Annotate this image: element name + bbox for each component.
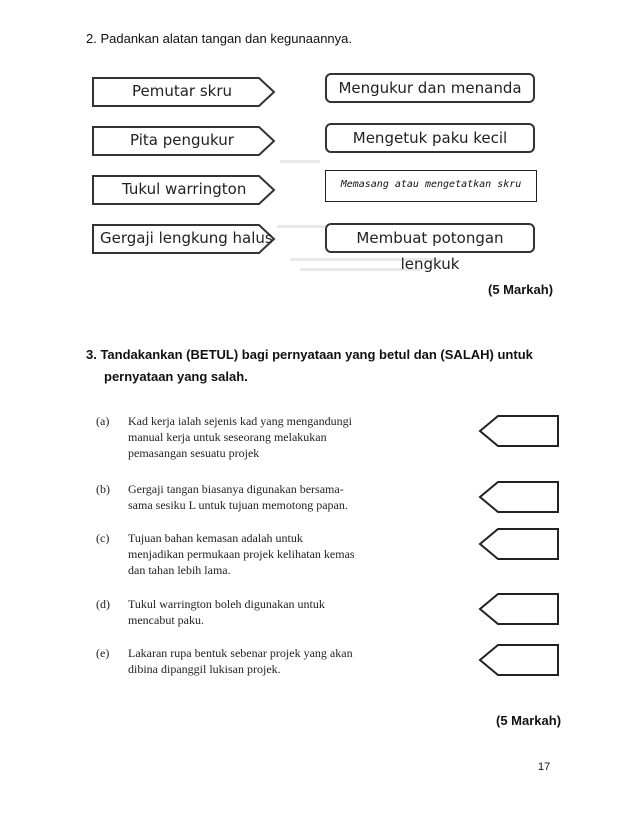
- q2-title: 2. Padankan alatan tangan dan kegunaannya.: [86, 31, 353, 46]
- statement-c: [128, 530, 373, 578]
- answer-tag-a[interactable]: [478, 415, 560, 447]
- statement-line: Kad kerja ialah sejenis kad yang mengandungi: [128, 414, 352, 428]
- answer-tag-e[interactable]: [478, 644, 560, 676]
- scan-noise: [280, 160, 320, 163]
- tool-item-2[interactable]: [92, 126, 277, 154]
- statement-line: menjadikan permukaan projek kelihatan kemas: [128, 547, 355, 561]
- statement-line: Tujuan bahan kemasan adalah untuk: [128, 531, 303, 545]
- answer-tag-d[interactable]: [478, 593, 560, 625]
- scan-noise: [270, 225, 325, 228]
- statement-line: Gergaji tangan biasanya digunakan bersama-: [128, 482, 344, 496]
- page-number: 17: [538, 761, 551, 773]
- statement-d: [128, 596, 373, 628]
- q2-marks: (5 Markah): [488, 282, 554, 297]
- statement-letter: (d): [96, 597, 110, 611]
- statement-line: Tukul warrington boleh digunakan untuk: [128, 597, 325, 611]
- statement-line: dibina dipanggil lukisan projek.: [128, 662, 281, 676]
- tool-item-1[interactable]: [92, 77, 277, 105]
- statement-line: Lakaran rupa bentuk sebenar projek yang akan: [128, 646, 353, 660]
- use-item-4[interactable]: Membuat potongan lengkuk: [325, 223, 535, 253]
- q3-title-line2: pernyataan yang salah.: [104, 369, 248, 384]
- statement-letter: (e): [96, 646, 110, 660]
- statement-letter: (c): [96, 531, 110, 545]
- statement-line: pemasangan sesuatu projek: [128, 446, 260, 460]
- tool-item-4[interactable]: [92, 224, 277, 252]
- answer-overlay: Memasang atau mengetatkan skru: [325, 170, 537, 202]
- statement-a: [128, 413, 373, 461]
- statement-line: manual kerja untuk seseorang melakukan: [128, 430, 327, 444]
- statement-letter: (b): [96, 482, 110, 496]
- tool-label: Pita pengukur: [130, 131, 234, 149]
- tool-label: Gergaji lengkung halus: [100, 229, 273, 247]
- q3-marks: (5 Markah): [496, 713, 562, 728]
- tool-label: Pemutar skru: [132, 82, 233, 100]
- answer-tag-c[interactable]: [478, 528, 560, 560]
- statement-line: mencabut paku.: [128, 613, 204, 627]
- statement-letter: (a): [96, 414, 110, 428]
- tool-item-3[interactable]: [92, 175, 277, 203]
- statement-line: sama sesiku L untuk tujuan memotong papan.: [128, 498, 348, 512]
- use-item-2[interactable]: Mengetuk paku kecil: [325, 123, 535, 153]
- statement-line: dan tahan lebih lama.: [128, 563, 231, 577]
- answer-tag-b[interactable]: [478, 481, 560, 513]
- statement-b: [128, 481, 373, 513]
- statement-e: [128, 645, 373, 677]
- tool-label: Tukul warrington: [122, 180, 247, 198]
- use-item-1[interactable]: Mengukur dan menanda: [325, 73, 535, 103]
- q3-title-line1: 3. Tandakankan (BETUL) bagi pernyataan yang betul dan (SALAH) untuk: [86, 347, 533, 362]
